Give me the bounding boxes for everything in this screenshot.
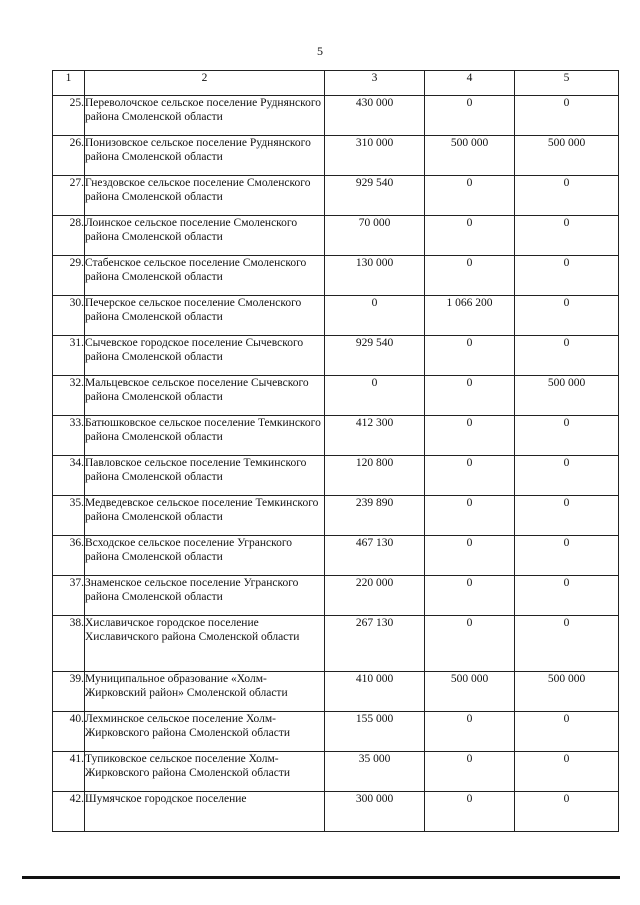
amount-col-4: 500 000: [425, 672, 515, 712]
amount-col-4: 0: [425, 176, 515, 216]
header-col-1: 1: [53, 71, 85, 96]
row-number: 28.: [53, 216, 85, 256]
header-col-3: 3: [325, 71, 425, 96]
table-row: [53, 496, 619, 536]
amount-col-5: 0: [515, 216, 619, 256]
amount-col-3: 467 130: [325, 536, 425, 576]
amount-col-3: 70 000: [325, 216, 425, 256]
amount-col-4: 0: [425, 576, 515, 616]
table-row: [53, 216, 619, 256]
header-col-2: 2: [85, 71, 325, 96]
amount-col-4: 0: [425, 616, 515, 672]
settlement-name: Переволочское сельское поселение Руднянского района Смоленской области: [85, 96, 325, 136]
settlement-name: Стабенское сельское поселение Смоленского района Смоленской области: [85, 256, 325, 296]
amount-col-5: 0: [515, 336, 619, 376]
amount-col-5: 0: [515, 616, 619, 672]
amount-col-3: 929 540: [325, 336, 425, 376]
amount-col-3: 120 800: [325, 456, 425, 496]
row-number: 38.: [53, 616, 85, 672]
table-row: [53, 576, 619, 616]
amount-col-5: 0: [515, 576, 619, 616]
row-number: 31.: [53, 336, 85, 376]
row-number: 35.: [53, 496, 85, 536]
amount-col-5: 0: [515, 296, 619, 336]
amount-col-5: 500 000: [515, 376, 619, 416]
amount-col-4: 0: [425, 752, 515, 792]
row-number: 41.: [53, 752, 85, 792]
amount-col-5: 0: [515, 752, 619, 792]
row-number: 40.: [53, 712, 85, 752]
row-number: 26.: [53, 136, 85, 176]
amount-col-3: 239 890: [325, 496, 425, 536]
amount-col-4: 0: [425, 496, 515, 536]
amount-col-4: 0: [425, 96, 515, 136]
settlement-name: Тупиковское сельское поселение Холм-Жирковского района Смоленской области: [85, 752, 325, 792]
amount-col-5: 0: [515, 496, 619, 536]
amount-col-3: 300 000: [325, 792, 425, 832]
header-col-4: 4: [425, 71, 515, 96]
amount-col-4: 0: [425, 256, 515, 296]
row-number: 37.: [53, 576, 85, 616]
amount-col-5: 0: [515, 456, 619, 496]
settlement-name: Печерское сельское поселение Смоленского района Смоленской области: [85, 296, 325, 336]
settlement-name: Павловское сельское поселение Темкинского района Смоленской области: [85, 456, 325, 496]
amount-col-3: 412 300: [325, 416, 425, 456]
amount-col-5: 0: [515, 256, 619, 296]
amount-col-3: 155 000: [325, 712, 425, 752]
settlement-name: Муниципальное образование «Холм-Жирковский район» Смоленской области: [85, 672, 325, 712]
amount-col-4: 0: [425, 336, 515, 376]
table-row: [53, 536, 619, 576]
table-row: [53, 616, 619, 672]
settlement-name: Батюшковское сельское поселение Темкинского района Смоленской области: [85, 416, 325, 456]
settlement-name: Мальцевское сельское поселение Сычевского района Смоленской области: [85, 376, 325, 416]
table-row: [53, 336, 619, 376]
amount-col-3: 410 000: [325, 672, 425, 712]
amount-col-5: 0: [515, 176, 619, 216]
row-number: 32.: [53, 376, 85, 416]
amount-col-3: 929 540: [325, 176, 425, 216]
amount-col-5: 0: [515, 536, 619, 576]
row-number: 42.: [53, 792, 85, 832]
header-col-5: 5: [515, 71, 619, 96]
amount-col-4: 0: [425, 712, 515, 752]
header-row: [53, 71, 619, 96]
amount-col-4: 1 066 200: [425, 296, 515, 336]
settlement-name: Лехминское сельское поселение Холм-Жирковского района Смоленской области: [85, 712, 325, 752]
amount-col-3: 0: [325, 296, 425, 336]
amount-col-4: 0: [425, 216, 515, 256]
amount-col-4: 0: [425, 416, 515, 456]
amount-col-5: 0: [515, 416, 619, 456]
settlement-name: Понизовское сельское поселение Руднянского района Смоленской области: [85, 136, 325, 176]
row-number: 34.: [53, 456, 85, 496]
row-number: 30.: [53, 296, 85, 336]
settlement-name: Гнездовское сельское поселение Смоленского района Смоленской области: [85, 176, 325, 216]
table-row: [53, 136, 619, 176]
amount-col-3: 220 000: [325, 576, 425, 616]
amount-col-3: 310 000: [325, 136, 425, 176]
page-number: 5: [317, 44, 323, 58]
table-row: [53, 176, 619, 216]
row-number: 36.: [53, 536, 85, 576]
table-row: [53, 752, 619, 792]
amount-col-5: 500 000: [515, 672, 619, 712]
amount-col-5: 500 000: [515, 136, 619, 176]
table-row: [53, 376, 619, 416]
table-row: [53, 296, 619, 336]
amount-col-4: 500 000: [425, 136, 515, 176]
row-number: 33.: [53, 416, 85, 456]
settlement-name: Хиславичское городское поселение Хиславичского района Смоленской области: [85, 616, 325, 672]
footer-rule: [22, 876, 620, 879]
amount-col-3: 267 130: [325, 616, 425, 672]
amount-col-3: 0: [325, 376, 425, 416]
settlement-name: Шумячское городское поселение: [85, 792, 325, 832]
table-row: [53, 672, 619, 712]
allocation-table: [52, 70, 619, 832]
amount-col-4: 0: [425, 792, 515, 832]
table-row: [53, 456, 619, 496]
row-number: 39.: [53, 672, 85, 712]
table-row: [53, 256, 619, 296]
row-number: 29.: [53, 256, 85, 296]
amount-col-4: 0: [425, 376, 515, 416]
amount-col-5: 0: [515, 792, 619, 832]
amount-col-3: 35 000: [325, 752, 425, 792]
settlement-name: Знаменское сельское поселение Угранского района Смоленской области: [85, 576, 325, 616]
settlement-name: Медведевское сельское поселение Темкинского района Смоленской области: [85, 496, 325, 536]
settlement-name: Лоинское сельское поселение Смоленского района Смоленской области: [85, 216, 325, 256]
amount-col-4: 0: [425, 536, 515, 576]
amount-col-5: 0: [515, 712, 619, 752]
row-number: 27.: [53, 176, 85, 216]
table-row: [53, 712, 619, 752]
amount-col-3: 430 000: [325, 96, 425, 136]
table-body: [53, 96, 619, 832]
table-row: [53, 792, 619, 832]
table-row: [53, 416, 619, 456]
settlement-name: Всходское сельское поселение Угранского района Смоленской области: [85, 536, 325, 576]
amount-col-4: 0: [425, 456, 515, 496]
table-row: [53, 96, 619, 136]
settlement-name: Сычевское городское поселение Сычевского района Смоленской области: [85, 336, 325, 376]
amount-col-5: 0: [515, 96, 619, 136]
row-number: 25.: [53, 96, 85, 136]
amount-col-3: 130 000: [325, 256, 425, 296]
